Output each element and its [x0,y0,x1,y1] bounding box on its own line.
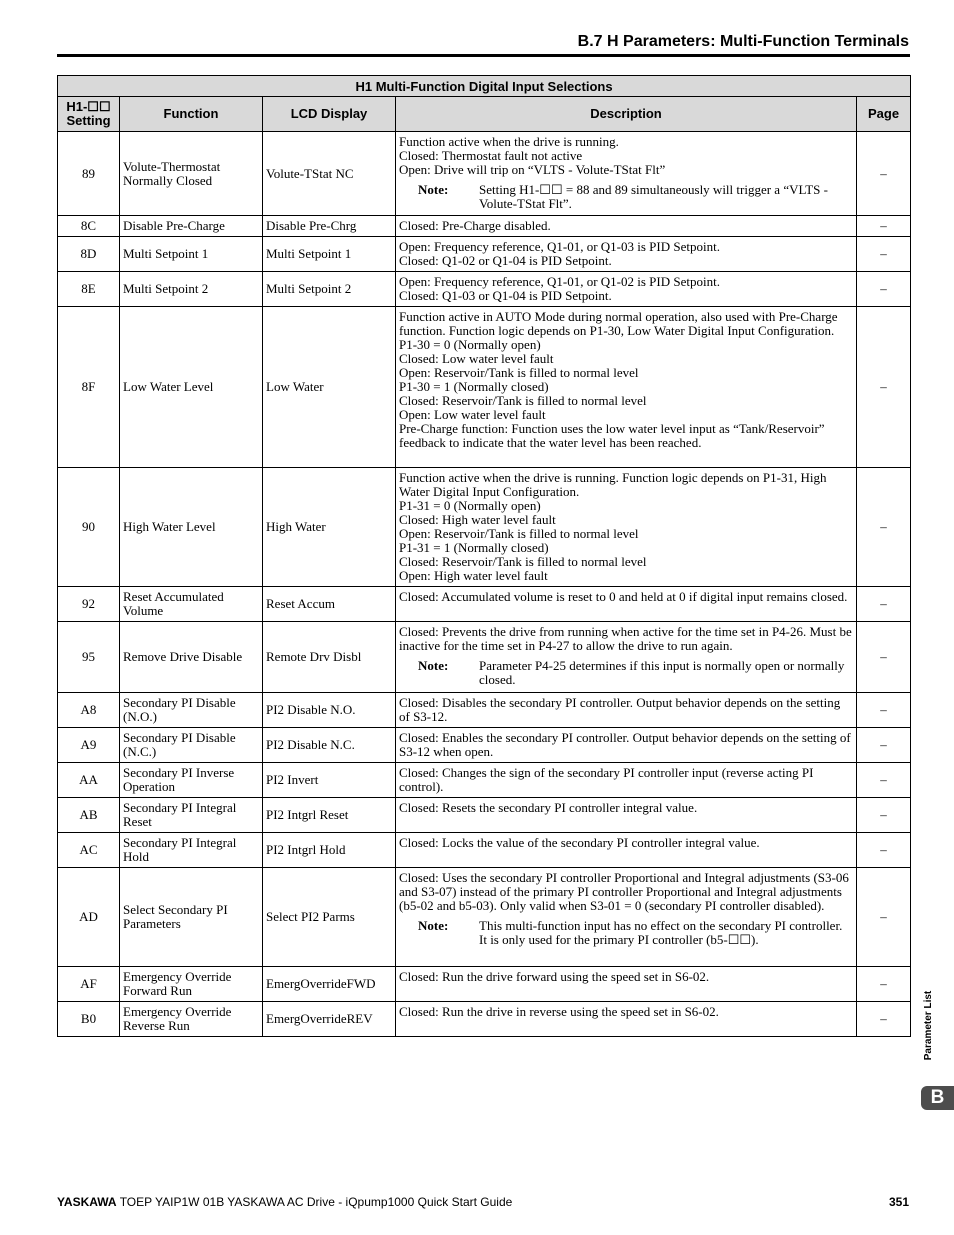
setting-cell: AC [58,833,120,868]
setting-cell: 89 [58,132,120,216]
page-ref-cell: – [857,833,911,868]
description-cell [396,798,857,833]
description-line: Function active when the drive is running. [399,134,619,149]
description-cell [396,237,857,272]
table-row [58,272,911,307]
page-ref-cell: – [857,237,911,272]
setting-cell: 8F [58,307,120,468]
description-line: Closed: Resets the secondary PI controller integral value. [399,800,698,815]
description-line: Closed: Locks the value of the secondary PI controller integral value. [399,835,760,850]
lcd-display-cell: PI2 Disable N.O. [263,693,396,728]
column-header-setting-line1: H1-☐☐ [66,99,111,114]
page-ref-cell: – [857,967,911,1002]
page-ref-cell: – [857,868,911,967]
table-row [58,763,911,798]
note-block [399,183,853,211]
table-row [58,132,911,216]
function-cell: Disable Pre-Charge [120,216,263,237]
side-tab-label-text: Parameter List [923,990,935,1060]
side-tab-letter: B [921,1086,954,1110]
lcd-display-cell: Disable Pre-Chrg [263,216,396,237]
description-cell [396,468,857,587]
table-row [58,693,911,728]
description-cell [396,132,857,216]
description-line: Open: Reservoir/Tank is filled to normal level [399,526,639,541]
description-cell [396,587,857,622]
function-cell: Emergency Override Forward Run [120,967,263,1002]
setting-cell: AF [58,967,120,1002]
description-cell [396,1002,857,1037]
description-line: Open: Drive will trip on “VLTS - Volute-TStat Flt” [399,162,666,177]
description-line: Closed: Accumulated volume is reset to 0 and held at 0 if digital input remains closed. [399,589,848,604]
lcd-display-cell: EmergOverrideFWD [263,967,396,1002]
setting-cell: 95 [58,622,120,693]
lcd-display-cell: Reset Accum [263,587,396,622]
description-line: Open: Low water level fault [399,407,546,422]
function-cell: Low Water Level [120,307,263,468]
setting-cell: A8 [58,693,120,728]
function-cell: Secondary PI Disable (N.C.) [120,728,263,763]
page-ref-cell: – [857,693,911,728]
lcd-display-cell: Remote Drv Disbl [263,622,396,693]
lcd-display-cell: Multi Setpoint 1 [263,237,396,272]
function-cell: Secondary PI Disable (N.O.) [120,693,263,728]
table-row [58,237,911,272]
description-line: P1-31 = 1 (Normally closed) [399,540,549,555]
parameter-table [57,75,911,1037]
description-cell [396,728,857,763]
function-cell: High Water Level [120,468,263,587]
lcd-display-cell: High Water [263,468,396,587]
table-row [58,1002,911,1037]
page-ref-cell: – [857,307,911,468]
page-ref-cell: – [857,132,911,216]
table-caption: H1 Multi-Function Digital Input Selections [58,76,911,97]
lcd-display-cell: Select PI2 Parms [263,868,396,967]
function-cell: Multi Setpoint 2 [120,272,263,307]
note-block [399,659,853,687]
table-row [58,468,911,587]
note-text: Parameter P4-25 determines if this input is normally open or normally closed. [479,658,845,687]
column-header-lcd: LCD Display [263,97,396,132]
description-line: P1-30 = 1 (Normally closed) [399,379,549,394]
description-cell [396,967,857,1002]
description-cell [396,868,857,967]
footer-doc-title: TOEP YAIP1W 01B YASKAWA AC Drive - iQpump1000 Quick Start Guide [116,1195,513,1209]
setting-cell: 8E [58,272,120,307]
description-cell [396,763,857,798]
description-line: Closed: Uses the secondary PI controller Proportional and Integral adjustments (S3-06 and S3-07) instead of the primary PI controller Proportional and Integral adjustments (b5-02 and b5-03). Only valid when S3-01 = 0 (secondary PI controller disabled). [399,870,853,913]
setting-cell: AB [58,798,120,833]
description-line: Closed: High water level fault [399,512,556,527]
note-block [399,919,853,947]
description-line: Pre-Charge function: Function uses the low water level input as “Tank/Reservoir” feedback to indicate that the water level has been reached. [399,421,828,450]
function-cell: Volute-Thermostat Normally Closed [120,132,263,216]
description-cell [396,693,857,728]
description-line: Closed: Low water level fault [399,351,554,366]
description-line: Open: High water level fault [399,568,548,583]
description-line: Closed: Changes the sign of the secondary PI controller input (reverse acting PI control). [399,765,817,794]
footer-brand: YASKAWA [57,1195,117,1209]
description-line: Closed: Pre-Charge disabled. [399,218,551,233]
setting-cell: 8C [58,216,120,237]
section-title: B.7 H Parameters: Multi-Function Terminals [577,33,909,50]
lcd-display-cell: EmergOverrideREV [263,1002,396,1037]
page-ref-cell: – [857,216,911,237]
description-line: Function active in AUTO Mode during normal operation, also used with Pre-Charge function. Function logic depends on P1-30, Low Water Digital Input Configuration. [399,309,841,338]
description-line: Closed: Enables the secondary PI controller. Output behavior depends on the setting of S3-12 when open. [399,730,854,759]
lcd-display-cell: Volute-TStat NC [263,132,396,216]
description-cell [396,622,857,693]
description-cell [396,216,857,237]
setting-cell: AA [58,763,120,798]
function-cell: Select Secondary PI Parameters [120,868,263,967]
setting-cell: B0 [58,1002,120,1037]
description-cell [396,272,857,307]
description-line: Closed: Thermostat fault not active [399,148,583,163]
column-header-description: Description [396,97,857,132]
description-line: Closed: Reservoir/Tank is filled to normal level [399,393,647,408]
column-header-function: Function [120,97,263,132]
description-line: Closed: Run the drive forward using the speed set in S6-02. [399,969,710,984]
footer [57,1193,909,1211]
function-cell: Multi Setpoint 1 [120,237,263,272]
description-line: Open: Frequency reference, Q1-01, or Q1-02 is PID Setpoint. [399,274,720,289]
column-header-setting [58,97,120,132]
page-ref-cell: – [857,763,911,798]
description-line: Open: Frequency reference, Q1-01, or Q1-03 is PID Setpoint. [399,239,720,254]
table-row [58,587,911,622]
table-row [58,833,911,868]
table-body [58,132,911,1037]
page-ref-cell: – [857,272,911,307]
description-line: Open: Reservoir/Tank is filled to normal level [399,365,639,380]
header-rule [57,54,910,57]
description-line: P1-30 = 0 (Normally open) [399,337,541,352]
page-ref-cell: – [857,622,911,693]
setting-cell: A9 [58,728,120,763]
description-line: Function active when the drive is running. Function logic depends on P1-31, High Water Digital Input Configuration. [399,470,830,499]
description-line: P1-31 = 0 (Normally open) [399,498,541,513]
table-row [58,967,911,1002]
function-cell: Secondary PI Inverse Operation [120,763,263,798]
page-ref-cell: – [857,468,911,587]
description-line: Closed: Disables the secondary PI controller. Output behavior depends on the setting of S3-12. [399,695,844,724]
lcd-display-cell: Multi Setpoint 2 [263,272,396,307]
description-line: Closed: Reservoir/Tank is filled to normal level [399,554,647,569]
side-tab-label [921,985,937,1065]
function-cell: Emergency Override Reverse Run [120,1002,263,1037]
column-header-setting-line2: Setting [66,113,111,128]
table-row [58,216,911,237]
column-header-page: Page [857,97,911,132]
note-label: Note: [418,182,449,197]
function-cell: Secondary PI Integral Reset [120,798,263,833]
table-row [58,622,911,693]
page-ref-cell: – [857,1002,911,1037]
note-text: This multi-function input has no effect on the secondary PI controller. It is only used for the primary PI controller (b5-☐☐). [479,918,843,947]
setting-cell: AD [58,868,120,967]
lcd-display-cell: Low Water [263,307,396,468]
description-cell [396,833,857,868]
setting-cell: 90 [58,468,120,587]
description-line: Closed: Q1-02 or Q1-04 is PID Setpoint. [399,253,612,268]
setting-cell: 8D [58,237,120,272]
description-line: Closed: Run the drive in reverse using the speed set in S6-02. [399,1004,719,1019]
table-row [58,868,911,967]
table-row [58,307,911,468]
column-header-row [58,97,911,132]
description-line: Closed: Prevents the drive from running when active for the time set in P4-26. Must be inactive for the time set in P4-27 to allow the drive to run again. [399,624,855,653]
page-ref-cell: – [857,587,911,622]
lcd-display-cell: PI2 Invert [263,763,396,798]
description-cell [396,307,857,468]
lcd-display-cell: PI2 Disable N.C. [263,728,396,763]
lcd-display-cell: PI2 Intgrl Hold [263,833,396,868]
note-text: Setting H1-☐☐ = 88 and 89 simultaneously will trigger a “VLTS - Volute-TStat Flt”. [479,182,828,211]
note-label: Note: [418,658,449,673]
setting-cell: 92 [58,587,120,622]
function-cell: Remove Drive Disable [120,622,263,693]
note-label: Note: [418,918,449,933]
table-row [58,728,911,763]
function-cell: Reset Accumulated Volume [120,587,263,622]
function-cell: Secondary PI Integral Hold [120,833,263,868]
table-row [58,798,911,833]
lcd-display-cell: PI2 Intgrl Reset [263,798,396,833]
page-number: 351 [888,1195,909,1209]
description-line: Closed: Q1-03 or Q1-04 is PID Setpoint. [399,288,612,303]
page-ref-cell: – [857,728,911,763]
page-ref-cell: – [857,798,911,833]
